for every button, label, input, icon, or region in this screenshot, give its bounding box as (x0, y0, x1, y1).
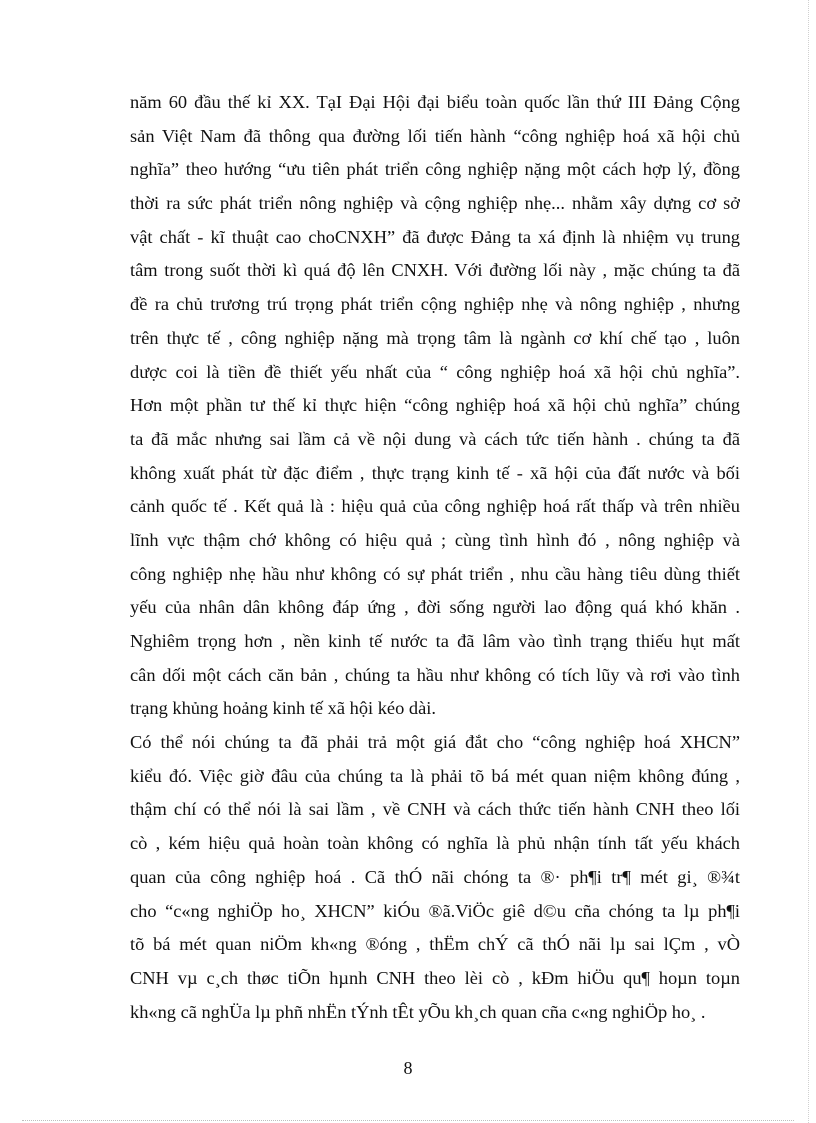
text-line: không xuất phát từ đặc điểm , thực trạng kinh tế - xã hội của đất nước và bối (130, 462, 740, 483)
text-line: yếu của nhân dân không đáp ứng , đời sống người lao động quá khó khăn . (130, 597, 740, 618)
text-line: công nghiệp nhẹ hầu như không có sự phát triển , nhu cầu hàng tiêu dùng thiết (130, 563, 740, 584)
text-line: cảnh quốc tế . Kết quả là : hiệu quả của công nghiệp hoá rất thấp và trên nhiều (130, 496, 740, 517)
text-line: cân dối một cách căn bản , chúng ta hầu như không có tích lũy và rơi vào tình (130, 664, 740, 685)
text-line: cò , kém hiệu quả hoàn toàn không có nghĩa là phủ nhận tính tất yếu khách (130, 833, 740, 854)
text-line: thậm chí có thể nói là sai lầm , về CNH và cách thức tiến hành CNH theo lối (130, 799, 740, 820)
text-line: ta đã mắc nhưng sai lầm cả về nội dung và cách tức tiến hành . chúng ta đã (130, 428, 740, 449)
text-line: quan của công nghiệp hoá . Cã thÓ nãi chóng ta ®· ph¶i tr¶ mét gi¸ ®¾t (130, 866, 740, 887)
text-line: thời ra sức phát triển nông nghiệp và cộng nghiệp nhẹ... nhằm xây dựng cơ sở (130, 193, 740, 214)
text-line: Hơn một phần tư thế kỉ thực hiện “công nghiệp hoá xã hội chủ nghĩa” chúng (130, 395, 740, 416)
bottom-dotted-rule (22, 1120, 794, 1121)
text-line: đề ra chủ trương trú trọng phát triển cộng nghiệp nhẹ và nông nghiệp , nhưng (130, 294, 740, 315)
text-line: tõ bá mét quan niÖm kh«ng ®óng , thËm chÝ cã thÓ nãi lµ sai lÇm , vÒ (130, 934, 740, 955)
text-line: tâm trong suốt thời kì quá độ lên CNXH. Với đường lối này , mặc chúng ta đã (130, 260, 740, 281)
text-line: trên thực tế , công nghiệp nặng mà trọng tâm là ngành cơ khí chế tạo , luôn (130, 327, 740, 348)
right-dotted-rule (808, 0, 809, 1123)
text-line: vật chất - kĩ thuật cao choCNXH” đã được Đảng ta xá định là nhiệm vụ trung (130, 226, 740, 247)
text-line: kiểu đó. Việc giờ đâu của chúng ta là phải tõ bá mét quan niệm không đúng , (130, 765, 740, 786)
text-line: nghĩa” theo hướng “ưu tiên phát triển công nghiệp nặng một cách hợp lý, đồng (130, 159, 740, 180)
text-line: Có thể nói chúng ta đã phải trả một giá đắt cho “công nghiệp hoá XHCN” (130, 732, 740, 753)
text-line: sản Việt Nam đã thông qua đường lối tiến hành “công nghiệp hoá xã hội chủ (130, 125, 740, 146)
text-line: lĩnh vực thậm chớ không có hiệu quả ; cùng tình hình đó , nông nghiệp và (130, 529, 740, 550)
text-line: năm 60 đầu thế kỉ XX. TạI Đại Hội đại biểu toàn quốc lần thứ III Đảng Cộng (130, 92, 740, 112)
text-line: CNH vµ c¸ch thøc tiÕn hµnh CNH theo lèi cò , kÐm hiÖu qu¶ hoµn toµn (130, 967, 740, 988)
text-line: dược coi là tiền đề thiết yếu nhất của “ công nghiệp hoá xã hội chủ nghĩa”. (130, 361, 740, 382)
text-line: kh«ng cã nghÜa lµ phñ nhËn tÝnh tÊt yÕu kh¸ch quan cña c«ng nghiÖp ho¸ . (130, 1001, 706, 1022)
text-line: cho “c«ng nghiÖp ho¸ XHCN” kiÓu ®ã.ViÖc giê d©u cña chóng ta lµ ph¶i (130, 900, 740, 921)
text-line: trạng khủng hoảng kinh tế xã hội kéo dài. (130, 698, 436, 719)
page-number: 8 (403, 1058, 413, 1078)
text-line: Nghiêm trọng hơn , nền kinh tế nước ta đã lâm vào tình trạng thiếu hụt mất (130, 631, 740, 651)
body-text (130, 86, 740, 1029)
